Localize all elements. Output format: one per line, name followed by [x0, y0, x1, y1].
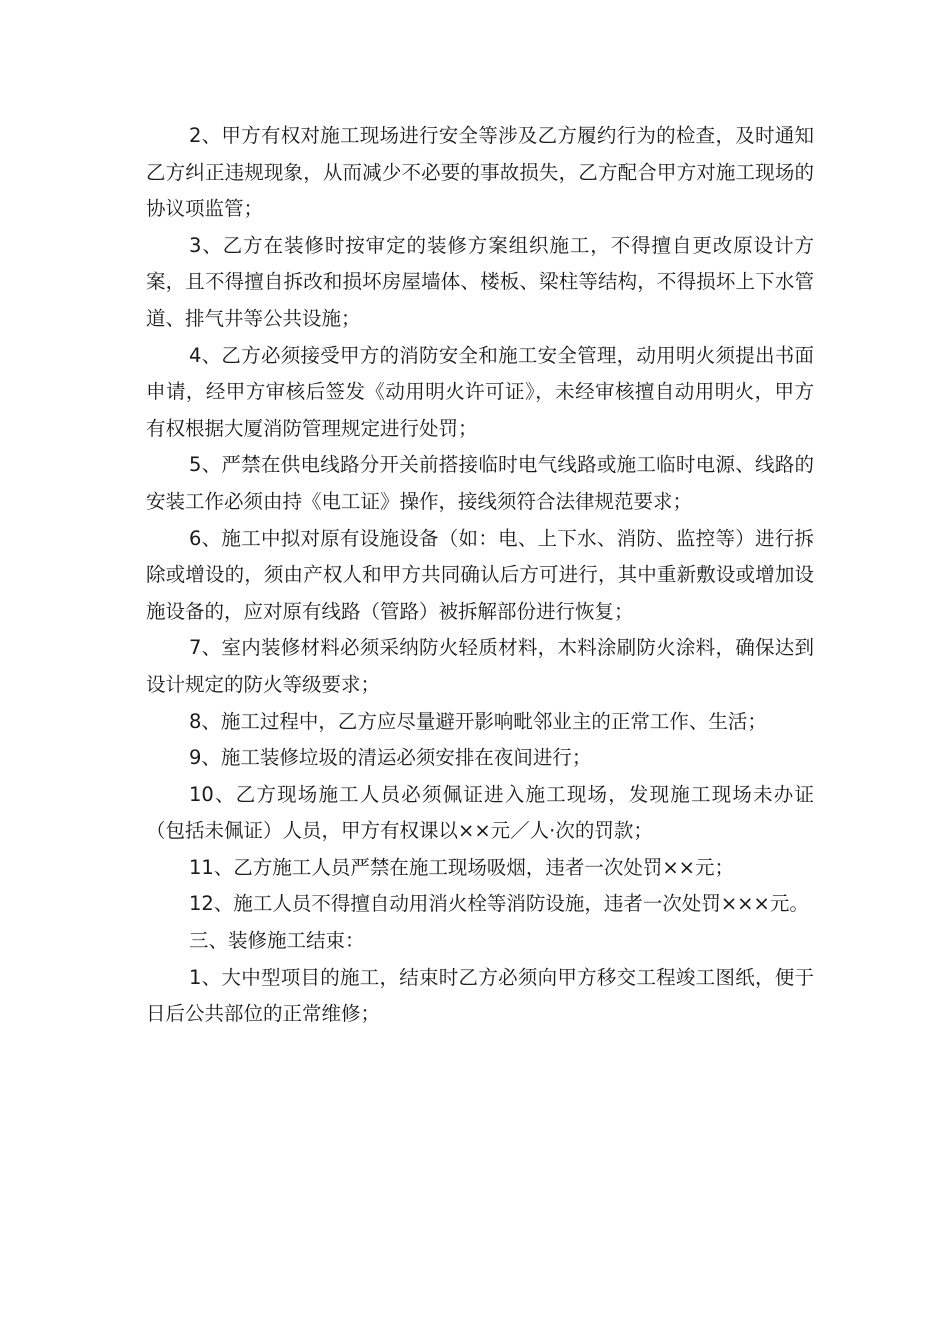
clause-10: 10、乙方现场施工人员必须佩证进入施工现场，发现施工现场未办证（包括未佩证）人员，甲方有权课以××元／人·次的罚款； — [146, 782, 814, 843]
clause-9: 9、施工装修垃圾的清运必须安排在夜间进行； — [189, 746, 592, 770]
clause-12: 12、施工人员不得擅自动用消火栓等消防设施，违者一次处罚×××元。 — [189, 892, 809, 916]
section-clause-1: 1、大中型项目的施工，结束时乙方必须向甲方移交工程竣工图纸，便于日后公共部位的正常维修； — [146, 965, 814, 1026]
clause-11: 11、乙方施工人员严禁在施工现场吸烟，违者一次处罚××元； — [189, 855, 734, 879]
clause-4: 4、乙方必须接受甲方的消防安全和施工安全管理，动用明火须提出书面申请，经甲方审核后签发《动用明火许可证》，未经审核擅自动用明火，甲方有权根据大厦消防管理规定进行处罚； — [146, 343, 814, 440]
clause-5: 5、严禁在供电线路分开关前搭接临时电气线路或施工临时电源、线路的安装工作必须由持《电工证》操作，接线须符合法律规范要求； — [146, 453, 814, 513]
clause-2: 2、甲方有权对施工现场进行安全等涉及乙方履约行为的检查，及时通知乙方纠正违规现象，从而减少不必要的事故损失，乙方配合甲方对施工现场的协议项监管； — [146, 124, 814, 221]
document-body — [146, 118, 814, 1033]
clause-7: 7、室内装修材料必须采纳防火轻质材料，木料涂刷防火涂料，确保达到设计规定的防火等级要求； — [146, 636, 814, 696]
clause-8: 8、施工过程中，乙方应尽量避开影响毗邻业主的正常工作、生活； — [189, 709, 767, 733]
clause-3: 3、乙方在装修时按审定的装修方案组织施工，不得擅自更改原设计方案，且不得擅自拆改和损坏房屋墙体、楼板、梁柱等结构，不得损坏上下水管道、排气井等公共设施； — [146, 233, 814, 330]
section-heading: 三、装修施工结束： — [189, 929, 365, 953]
clause-6: 6、施工中拟对原有设施设备（如：电、上下水、消防、监控等）进行拆除或增设的，须由产权人和甲方共同确认后方可进行，其中重新敷设或增加设施设备的，应对原有线路（管路）被拆解部份进行恢复； — [146, 526, 814, 623]
